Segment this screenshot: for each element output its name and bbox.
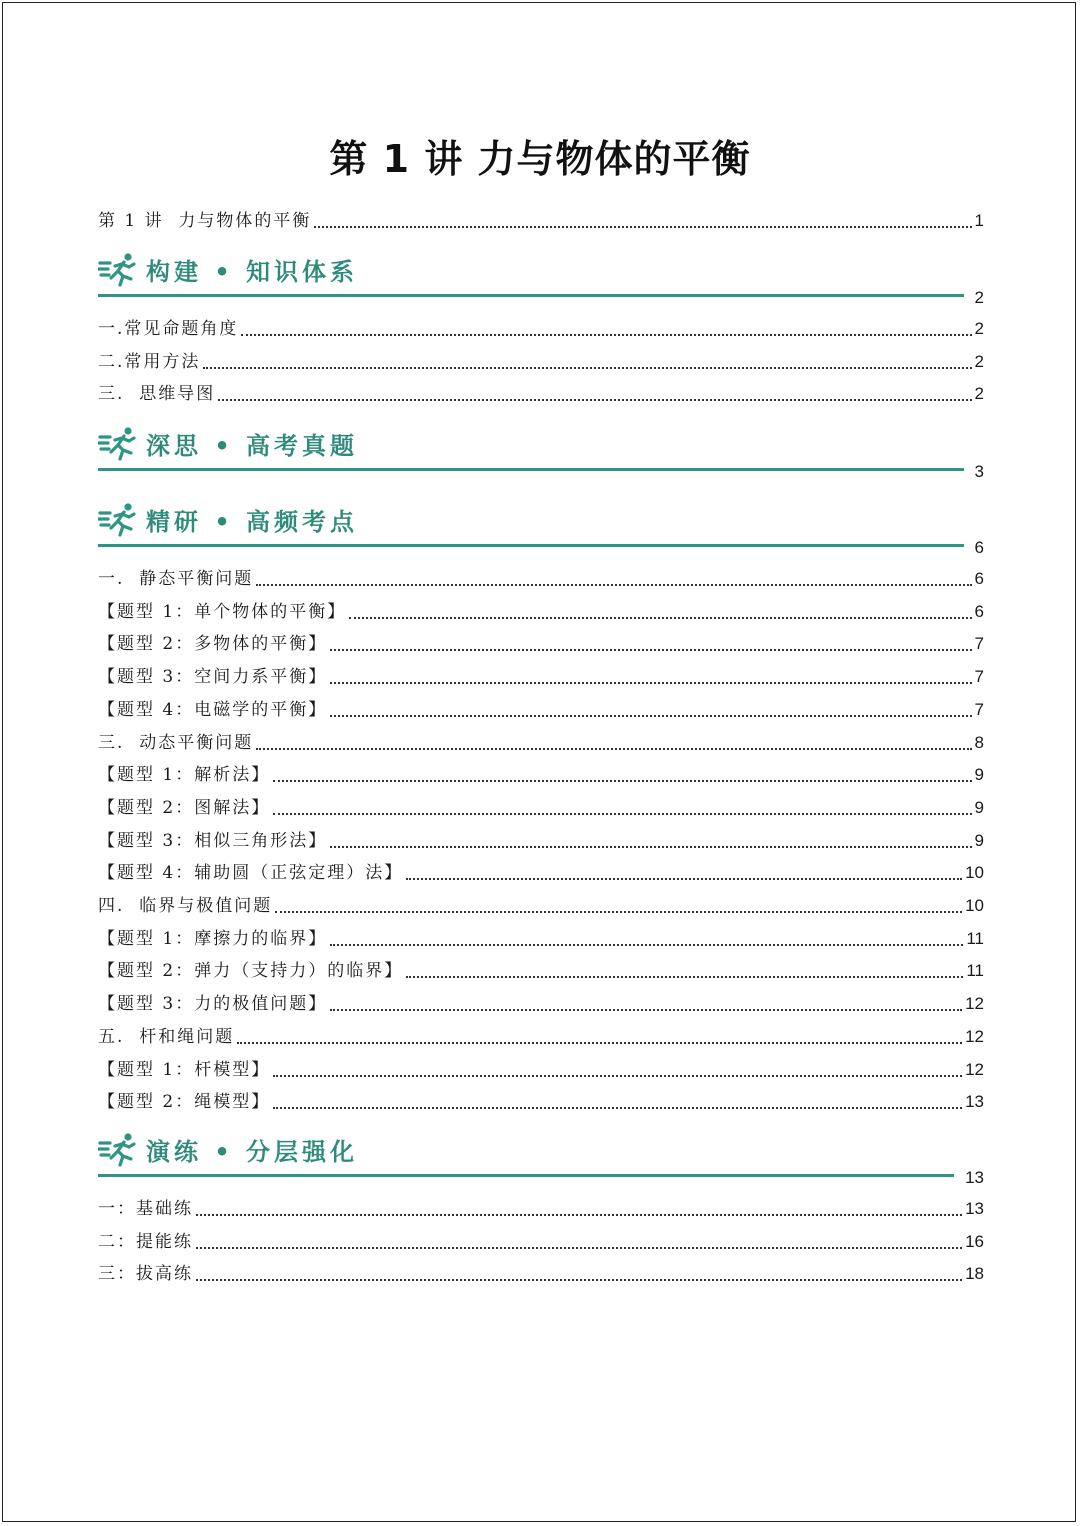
toc-entry-label: 二：提能练 — [98, 1232, 193, 1252]
toc-entry[interactable] — [98, 991, 984, 1015]
dot-leader — [275, 911, 962, 913]
toc-entry-page: 6 — [974, 569, 984, 588]
dot-leader — [330, 846, 971, 848]
toc-entry[interactable] — [98, 1089, 984, 1113]
page-title: 第 1 讲 力与物体的平衡 — [329, 137, 751, 181]
section-heading: 构建 • 知识体系 — [146, 258, 359, 286]
toc-entry-label: 【题型 3：力的极值问题】 — [98, 994, 328, 1014]
toc-entry-page: 2 — [974, 384, 984, 403]
toc-entry-label: 一. 静态平衡问题 — [98, 569, 254, 589]
dot-leader — [196, 1247, 962, 1249]
section-divider — [98, 294, 964, 297]
toc-entry-label: 一：基础练 — [98, 1199, 193, 1219]
dot-leader — [237, 1042, 962, 1044]
toc-entry-label: 【题型 1：单个物体的平衡】 — [98, 602, 347, 622]
toc-entry-page: 10 — [965, 896, 984, 915]
dot-leader — [196, 1214, 962, 1216]
toc-entry[interactable] — [98, 958, 984, 982]
dot-leader — [218, 399, 971, 401]
dot-leader — [256, 584, 971, 586]
toc-entry-label: 【题型 3：空间力系平衡】 — [98, 667, 328, 687]
dot-leader — [273, 780, 971, 782]
toc-entry-label: 【题型 1：杆模型】 — [98, 1060, 271, 1080]
toc-entry-label: 【题型 2：弹力（支持力）的临界】 — [98, 961, 404, 981]
toc-entry-label: 三. 动态平衡问题 — [98, 733, 254, 753]
dot-leader — [256, 748, 971, 750]
toc-entry-page: 9 — [974, 831, 984, 850]
toc-entry[interactable] — [98, 762, 984, 786]
toc-entry-label: 【题型 3：相似三角形法】 — [98, 831, 328, 851]
dot-leader — [406, 878, 962, 880]
toc-entry-label: 三：拔高练 — [98, 1264, 193, 1284]
toc-entry-label: 【题型 1：解析法】 — [98, 765, 271, 785]
section-page-number: 3 — [974, 462, 984, 481]
dot-leader — [330, 715, 971, 717]
section-page-number: 13 — [965, 1168, 984, 1187]
toc-entry-label: 【题型 1：摩擦力的临界】 — [98, 929, 328, 949]
dot-leader — [273, 813, 971, 815]
section-header[interactable] — [98, 426, 984, 486]
toc-entry[interactable] — [98, 795, 984, 819]
dot-leader — [203, 367, 971, 369]
toc-entry[interactable] — [98, 316, 984, 340]
toc-entry[interactable] — [98, 566, 984, 590]
toc-entry[interactable] — [98, 1261, 984, 1285]
section-heading: 深思 • 高考真题 — [146, 432, 359, 460]
toc-entry-page: 9 — [974, 798, 984, 817]
toc-entry[interactable] — [98, 1024, 984, 1048]
runner-icon — [98, 252, 138, 288]
toc-entry-label: 第 1 讲 力与物体的平衡 — [98, 211, 312, 231]
section-page-number: 6 — [974, 538, 984, 557]
toc-entry-page: 12 — [965, 994, 984, 1013]
runner-icon — [98, 502, 138, 538]
toc-entry-page: 7 — [974, 634, 984, 653]
toc-entry-page: 12 — [965, 1060, 984, 1079]
toc-entry-page: 7 — [974, 700, 984, 719]
toc-entry-label: 一.常见命题角度 — [98, 319, 239, 339]
toc-entry-page: 10 — [965, 863, 984, 882]
toc-entry-page: 2 — [974, 352, 984, 371]
section-header[interactable] — [98, 502, 984, 562]
toc-entry-page: 13 — [965, 1199, 984, 1218]
section-heading: 精研 • 高频考点 — [146, 508, 359, 536]
toc-entry-page: 11 — [966, 961, 984, 980]
dot-leader — [196, 1279, 962, 1281]
toc-entry-label: 【题型 2：绳模型】 — [98, 1092, 271, 1112]
toc-entry-label: 【题型 2：多物体的平衡】 — [98, 634, 328, 654]
runner-icon — [98, 426, 138, 462]
toc-entry-label: 【题型 4：电磁学的平衡】 — [98, 700, 328, 720]
toc-entry[interactable] — [98, 1229, 984, 1253]
section-header[interactable] — [98, 252, 984, 312]
dot-leader — [241, 334, 971, 336]
dot-leader — [406, 976, 963, 978]
toc-entry[interactable] — [98, 349, 984, 373]
toc-entry-page: 8 — [974, 733, 984, 752]
section-divider — [98, 468, 964, 471]
toc-entry-page: 18 — [965, 1264, 984, 1283]
dot-leader — [273, 1107, 962, 1109]
toc-entry-label: 四. 临界与极值问题 — [98, 896, 273, 916]
toc-entry[interactable] — [98, 1057, 984, 1081]
toc-entry-main[interactable] — [98, 208, 984, 232]
toc-entry-page: 2 — [974, 319, 984, 338]
toc-entry[interactable] — [98, 828, 984, 852]
dot-leader — [314, 226, 971, 228]
toc-entry-label: 三. 思维导图 — [98, 384, 216, 404]
toc-entry[interactable] — [98, 697, 984, 721]
dot-leader — [330, 682, 971, 684]
dot-leader — [349, 617, 971, 619]
section-divider — [98, 1174, 954, 1177]
dot-leader — [273, 1075, 962, 1077]
toc-entry[interactable] — [98, 730, 984, 754]
toc-entry-label: 【题型 4：辅助圆（正弦定理）法】 — [98, 863, 404, 883]
toc-entry[interactable] — [98, 599, 984, 623]
toc-entry-page: 7 — [974, 667, 984, 686]
toc-entry-page: 9 — [974, 765, 984, 784]
runner-icon — [98, 1132, 138, 1168]
toc-entry-label: 【题型 2：图解法】 — [98, 798, 271, 818]
toc-entry[interactable] — [98, 893, 984, 917]
toc-entry-page: 16 — [965, 1232, 984, 1251]
toc-entry-page: 6 — [974, 602, 984, 621]
toc-entry[interactable] — [98, 860, 984, 884]
toc-entry-page: 1 — [974, 211, 984, 230]
section-divider — [98, 544, 964, 547]
toc-entry[interactable] — [98, 1196, 984, 1220]
toc-entry[interactable] — [98, 664, 984, 688]
dot-leader — [330, 944, 963, 946]
toc-entry[interactable] — [98, 926, 984, 950]
toc-entry-page: 13 — [965, 1092, 984, 1111]
dot-leader — [330, 1009, 962, 1011]
toc-entry-label: 二.常用方法 — [98, 352, 201, 372]
dot-leader — [330, 649, 971, 651]
section-header[interactable] — [98, 1132, 984, 1192]
toc-entry-label: 五. 杆和绳问题 — [98, 1027, 235, 1047]
toc-entry[interactable] — [98, 381, 984, 405]
section-page-number: 2 — [974, 288, 984, 307]
section-heading: 演练 • 分层强化 — [146, 1138, 359, 1166]
toc-entry-page: 11 — [966, 929, 984, 948]
toc-entry[interactable] — [98, 631, 984, 655]
toc-entry-page: 12 — [965, 1027, 984, 1046]
